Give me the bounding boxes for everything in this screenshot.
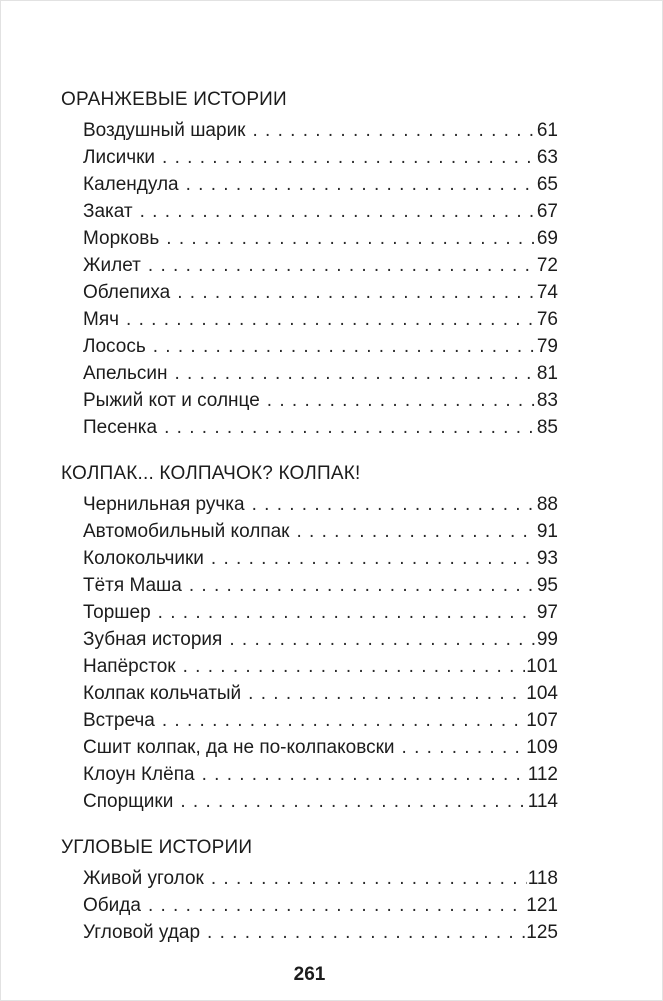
- entry-page-number: 97: [536, 602, 558, 623]
- entry-page-number: 107: [526, 710, 558, 731]
- entry-title: Лисички: [83, 147, 156, 168]
- dot-leader: [189, 572, 536, 599]
- dot-leader: [267, 387, 536, 414]
- entry-page-number: 81: [536, 363, 558, 384]
- dot-leader: [148, 892, 525, 919]
- dot-leader: [229, 626, 536, 653]
- entry-title: Мяч: [83, 309, 120, 330]
- dot-leader: [202, 761, 527, 788]
- entry-page-number: 83: [536, 390, 558, 411]
- toc-entry: [61, 734, 558, 761]
- toc-entry: [61, 333, 558, 360]
- dot-leader: [148, 252, 536, 279]
- toc-entry: [61, 117, 558, 144]
- toc-entry: [61, 626, 558, 653]
- entry-title: Облепиха: [83, 282, 171, 303]
- entry-page-number: 72: [536, 255, 558, 276]
- entry-page-number: 112: [527, 764, 558, 785]
- toc-section: [61, 459, 558, 815]
- toc-entry: [61, 360, 558, 387]
- entry-page-number: 69: [536, 228, 558, 249]
- section-heading: КОЛПАК... КОЛПАЧОК? КОЛПАК!: [61, 463, 361, 484]
- page-number: 261: [293, 964, 326, 985]
- entry-title: Морковь: [83, 228, 160, 249]
- entry-title: Чернильная ручка: [83, 494, 245, 515]
- entry-title: Встреча: [83, 710, 155, 731]
- entry-page-number: 65: [536, 174, 558, 195]
- dot-leader: [164, 414, 536, 441]
- entry-page-number: 85: [536, 417, 558, 438]
- dot-leader: [175, 360, 536, 387]
- entry-title: Песенка: [83, 417, 158, 438]
- toc-entry: [61, 572, 558, 599]
- toc: [61, 85, 558, 946]
- entry-page-number: 114: [527, 791, 558, 812]
- toc-entry: [61, 198, 558, 225]
- toc-entry: [61, 279, 558, 306]
- toc-section: [61, 833, 558, 946]
- dot-leader: [162, 144, 536, 171]
- entry-title: Угловой удар: [83, 922, 201, 943]
- entry-title: Календула: [83, 174, 179, 195]
- toc-entry: [61, 414, 558, 441]
- dot-leader: [186, 171, 536, 198]
- toc-entry: [61, 545, 558, 572]
- section-heading: ОРАНЖЕВЫЕ ИСТОРИИ: [61, 89, 287, 110]
- dot-leader: [207, 919, 525, 946]
- entry-page-number: 125: [526, 922, 558, 943]
- toc-entry: [61, 252, 558, 279]
- dot-leader: [158, 599, 536, 626]
- entry-page-number: 93: [536, 548, 558, 569]
- entry-title: Лосось: [83, 336, 146, 357]
- entry-title: Торшер: [83, 602, 151, 623]
- dot-leader: [180, 788, 526, 815]
- dot-leader: [126, 306, 536, 333]
- entry-page-number: 95: [536, 575, 558, 596]
- entry-page-number: 61: [536, 120, 558, 141]
- entry-page-number: 101: [526, 656, 558, 677]
- toc-entry: [61, 892, 558, 919]
- toc-entry: [61, 788, 558, 815]
- entry-page-number: 104: [526, 683, 558, 704]
- toc-entry: [61, 761, 558, 788]
- dot-leader: [166, 225, 536, 252]
- dot-leader: [183, 653, 526, 680]
- entry-title: Колокольчики: [83, 548, 204, 569]
- entry-page-number: 74: [536, 282, 558, 303]
- toc-entry: [61, 653, 558, 680]
- dot-leader: [252, 491, 536, 518]
- entry-title: Автомобильный колпак: [83, 521, 290, 542]
- entry-title: Жилет: [83, 255, 141, 276]
- entry-title: Воздушный шарик: [83, 120, 246, 141]
- entry-title: Апельсин: [83, 363, 168, 384]
- entry-page-number: 99: [536, 629, 558, 650]
- toc-entry: [61, 306, 558, 333]
- entry-page-number: 121: [526, 895, 558, 916]
- dot-leader: [211, 545, 536, 572]
- entry-page-number: 109: [526, 737, 558, 758]
- entry-page-number: 79: [536, 336, 558, 357]
- entry-title: Рыжий кот и солнце: [83, 390, 260, 411]
- toc-entry: [61, 919, 558, 946]
- entry-title: Тётя Маша: [83, 575, 182, 596]
- entry-title: Напёрсток: [83, 656, 176, 677]
- toc-entry: [61, 518, 558, 545]
- dot-leader: [153, 333, 536, 360]
- entry-title: Зубная история: [83, 629, 223, 650]
- entry-page-number: 63: [536, 147, 558, 168]
- dot-leader: [177, 279, 536, 306]
- dot-leader: [211, 865, 527, 892]
- toc-entry: [61, 599, 558, 626]
- entry-title: Живой уголок: [83, 868, 204, 889]
- dot-leader: [402, 734, 526, 761]
- dot-leader: [140, 198, 536, 225]
- entry-page-number: 91: [536, 521, 558, 542]
- toc-entry: [61, 680, 558, 707]
- toc-section: [61, 85, 558, 441]
- toc-entry: [61, 707, 558, 734]
- section-heading: УГЛОВЫЕ ИСТОРИИ: [61, 837, 253, 858]
- dot-leader: [253, 117, 536, 144]
- entry-title: Закат: [83, 201, 133, 222]
- entry-page-number: 67: [536, 201, 558, 222]
- toc-entry: [61, 491, 558, 518]
- entry-page-number: 76: [536, 309, 558, 330]
- toc-entry: [61, 865, 558, 892]
- toc-entry: [61, 225, 558, 252]
- toc-entry: [61, 171, 558, 198]
- toc-entry: [61, 387, 558, 414]
- entry-page-number: 118: [527, 868, 558, 889]
- entry-title: Спорщики: [83, 791, 174, 812]
- entry-title: Колпак кольчатый: [83, 683, 242, 704]
- dot-leader: [297, 518, 536, 545]
- entry-title: Клоун Клёпа: [83, 764, 195, 785]
- entry-page-number: 88: [536, 494, 558, 515]
- dot-leader: [162, 707, 525, 734]
- toc-entry: [61, 144, 558, 171]
- entry-title: Сшит колпак, да не по-колпаковски: [83, 737, 395, 758]
- entry-title: Обида: [83, 895, 141, 916]
- dot-leader: [248, 680, 525, 707]
